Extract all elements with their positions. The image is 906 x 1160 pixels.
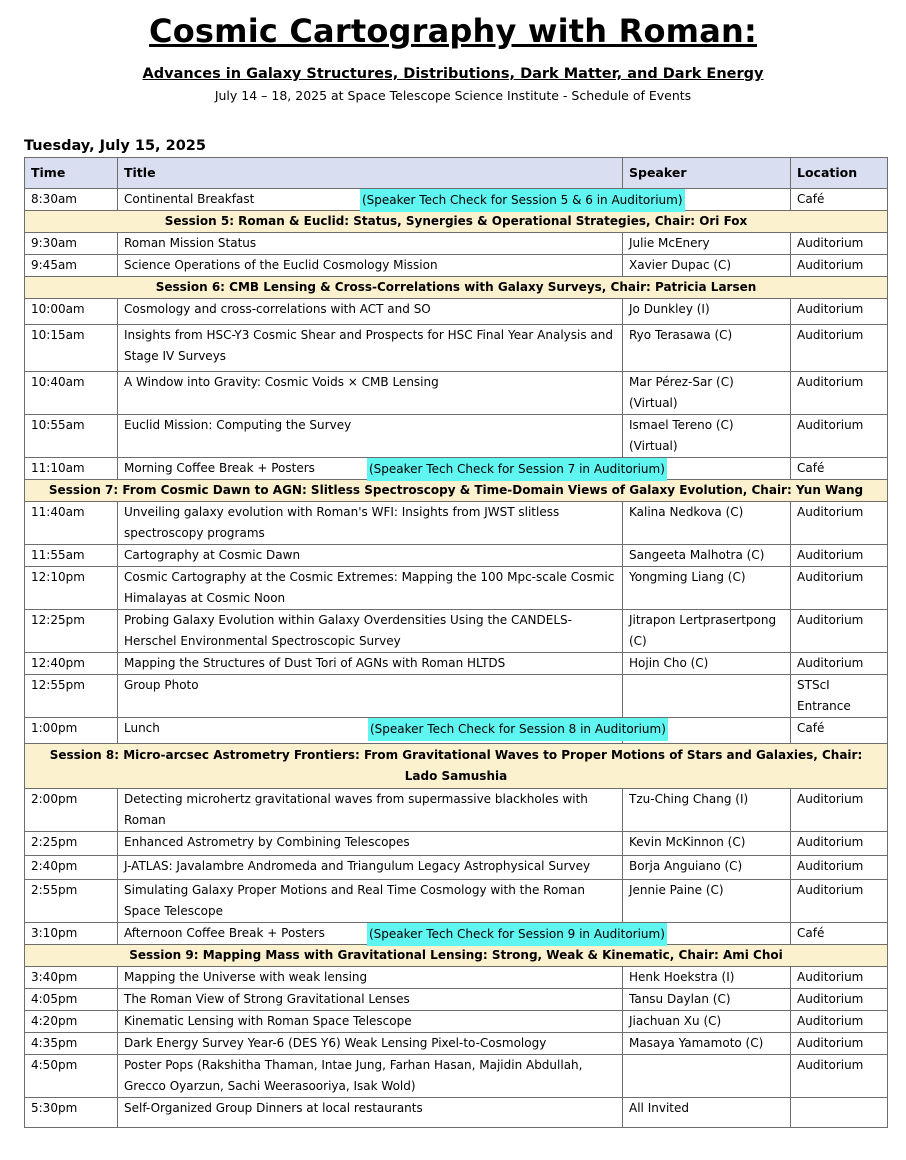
speaker-cell: Jiachuan Xu (C) [623, 1011, 791, 1033]
time-cell: 11:40am [25, 502, 118, 545]
table-row [25, 718, 888, 744]
event-dates: July 14 – 18, 2025 at Space Telescope Science Institute - Schedule of Events [214, 88, 692, 103]
speaker-cell: Jo Dunkley (I) [623, 299, 791, 325]
title-cell: Cosmic Cartography at the Cosmic Extremes: Mapping the 100 Mpc-scale Cosmic Himalayas at Cosmic Noon [118, 567, 623, 610]
title-cell: Science Operations of the Euclid Cosmology Mission [118, 255, 623, 277]
location-cell: Auditorium [791, 1011, 888, 1033]
table-row [25, 610, 888, 653]
location-cell: Auditorium [791, 299, 888, 325]
speaker-cell: Masaya Yamamoto (C) [623, 1033, 791, 1055]
document-subtitle: Advances in Galaxy Structures, Distributions, Dark Matter, and Dark Energy [142, 66, 764, 82]
table-row [25, 856, 888, 880]
tech-check-note: (Speaker Tech Check for Session 7 in Auditorium) [367, 458, 667, 481]
table-row [25, 653, 888, 675]
session-row [25, 945, 888, 967]
title-text: Morning Coffee Break + Posters [124, 461, 315, 475]
speaker-column-header: Speaker [623, 158, 791, 189]
session-row [25, 277, 888, 299]
speaker-cell: Ryo Terasawa (C) [623, 325, 791, 372]
speaker-cell: Yongming Liang (C) [623, 567, 791, 610]
table-row [25, 1033, 888, 1055]
title-cell [118, 718, 666, 744]
table-row [25, 255, 888, 277]
table-row [25, 789, 888, 832]
location-cell: Café [791, 189, 888, 211]
session-row [25, 480, 888, 502]
time-cell: 3:10pm [25, 923, 118, 945]
table-row [25, 189, 888, 211]
location-cell: Auditorium [791, 653, 888, 675]
title-cell: The Roman View of Strong Gravitational Lenses [118, 989, 623, 1011]
title-cell: Probing Galaxy Evolution within Galaxy Overdensities Using the CANDELS-Herschel Environmental Spectroscopic Survey [118, 610, 623, 653]
title-cell: Roman Mission Status [118, 233, 623, 255]
title-cell: Simulating Galaxy Proper Motions and Real Time Cosmology with the Roman Space Telescope [118, 880, 623, 923]
title-cell: Dark Energy Survey Year-6 (DES Y6) Weak Lensing Pixel-to-Cosmology [118, 1033, 623, 1055]
location-cell: Auditorium [791, 856, 888, 880]
tech-check-note: (Speaker Tech Check for Session 5 & 6 in Auditorium) [360, 189, 685, 212]
time-cell: 2:40pm [25, 856, 118, 880]
location-cell: Auditorium [791, 372, 888, 415]
speaker-cell: Hojin Cho (C) [623, 653, 791, 675]
speaker-cell: Jitrapon Lertprasertpong (C) [623, 610, 791, 653]
table-row [25, 372, 888, 415]
time-cell: 10:40am [25, 372, 118, 415]
tech-check-note: (Speaker Tech Check for Session 9 in Auditorium) [367, 923, 667, 946]
location-cell: Auditorium [791, 989, 888, 1011]
location-cell: STScI Entrance [791, 675, 888, 718]
time-cell: 12:55pm [25, 675, 118, 718]
title-cell [118, 923, 665, 945]
location-cell: Auditorium [791, 967, 888, 989]
time-cell: 4:20pm [25, 1011, 118, 1033]
title-cell: Mapping the Structures of Dust Tori of AGNs with Roman HLTDS [118, 653, 623, 675]
time-cell: 2:55pm [25, 880, 118, 923]
title-cell: Detecting microhertz gravitational waves from supermassive blackholes with Roman [118, 789, 623, 832]
speaker-cell: All Invited [623, 1098, 791, 1128]
speaker-cell: Kevin McKinnon (C) [623, 832, 791, 856]
title-text: Continental Breakfast [124, 192, 255, 206]
table-row [25, 545, 888, 567]
table-row [25, 1011, 888, 1033]
speaker-cell: Xavier Dupac (C) [623, 255, 791, 277]
table-row [25, 675, 888, 718]
speaker-cell: Julie McEnery [623, 233, 791, 255]
location-cell: Café [791, 923, 888, 945]
time-cell: 9:45am [25, 255, 118, 277]
table-row [25, 567, 888, 610]
title-cell: Cartography at Cosmic Dawn [118, 545, 623, 567]
session-heading: Session 6: CMB Lensing & Cross-Correlations with Galaxy Surveys, Chair: Patricia Larsen [25, 277, 888, 299]
speaker-cell [623, 675, 791, 718]
day-heading: Tuesday, July 15, 2025 [24, 138, 206, 154]
title-column-header: Title [118, 158, 623, 189]
session-heading: Session 8: Micro-arcsec Astrometry Frontiers: From Gravitational Waves to Proper Motions of Stars and Galaxies, Chair: Lado Samushia [25, 744, 888, 789]
table-row [25, 415, 888, 458]
title-cell: A Window into Gravity: Cosmic Voids × CMB Lensing [118, 372, 623, 415]
time-cell: 10:55am [25, 415, 118, 458]
speaker-cell: Kalina Nedkova (C) [623, 502, 791, 545]
location-cell: Auditorium [791, 880, 888, 923]
speaker-cell: Jennie Paine (C) [623, 880, 791, 923]
time-cell: 2:00pm [25, 789, 118, 832]
speaker-cell: Mar Pérez-Sar (C) (Virtual) [623, 372, 791, 415]
title-cell: Unveiling galaxy evolution with Roman's WFI: Insights from JWST slitless spectroscopy programs [118, 502, 623, 545]
table-row [25, 458, 888, 480]
title-cell: Self-Organized Group Dinners at local restaurants [118, 1098, 623, 1128]
time-cell: 9:30am [25, 233, 118, 255]
location-cell: Auditorium [791, 233, 888, 255]
title-cell: J-ATLAS: Javalambre Andromeda and Triangulum Legacy Astrophysical Survey [118, 856, 623, 880]
header-row [25, 158, 888, 189]
location-column-header: Location [791, 158, 888, 189]
table-row [25, 880, 888, 923]
title-cell: Kinematic Lensing with Roman Space Telescope [118, 1011, 623, 1033]
title-cell: Group Photo [118, 675, 623, 718]
time-cell: 12:10pm [25, 567, 118, 610]
location-cell: Auditorium [791, 502, 888, 545]
time-cell: 4:05pm [25, 989, 118, 1011]
location-cell: Auditorium [791, 1033, 888, 1055]
title-cell: Poster Pops (Rakshitha Thaman, Intae Jung, Farhan Hasan, Majidin Abdullah, Grecco Oyarzun, Sachi Weerasooriya, Isak Wold) [118, 1055, 623, 1098]
time-cell: 5:30pm [25, 1098, 118, 1128]
location-cell [791, 1098, 888, 1128]
time-cell: 11:10am [25, 458, 118, 480]
time-cell: 11:55am [25, 545, 118, 567]
location-cell: Auditorium [791, 832, 888, 856]
location-cell: Auditorium [791, 545, 888, 567]
location-cell: Auditorium [791, 415, 888, 458]
time-cell: 4:50pm [25, 1055, 118, 1098]
time-cell: 12:40pm [25, 653, 118, 675]
table-row [25, 233, 888, 255]
location-cell: Auditorium [791, 255, 888, 277]
table-row [25, 299, 888, 325]
title-cell: Euclid Mission: Computing the Survey [118, 415, 623, 458]
session-row [25, 211, 888, 233]
table-row [25, 989, 888, 1011]
time-column-header: Time [25, 158, 118, 189]
time-cell: 10:00am [25, 299, 118, 325]
speaker-cell: Ismael Tereno (C) (Virtual) [623, 415, 791, 458]
location-cell: Auditorium [791, 610, 888, 653]
table-row [25, 1098, 888, 1128]
title-text: Lunch [124, 721, 160, 735]
time-cell: 1:00pm [25, 718, 118, 744]
location-cell: Auditorium [791, 567, 888, 610]
speaker-cell: Sangeeta Malhotra (C) [623, 545, 791, 567]
speaker-cell: Tzu-Ching Chang (I) [623, 789, 791, 832]
time-cell: 4:35pm [25, 1033, 118, 1055]
table-row [25, 967, 888, 989]
speaker-cell: Henk Hoekstra (I) [623, 967, 791, 989]
title-cell [118, 458, 665, 480]
time-cell: 10:15am [25, 325, 118, 372]
table-row [25, 832, 888, 856]
speaker-cell: Borja Anguiano (C) [623, 856, 791, 880]
title-text: Afternoon Coffee Break + Posters [124, 926, 325, 940]
session-row [25, 744, 888, 789]
title-cell: Enhanced Astrometry by Combining Telescopes [118, 832, 623, 856]
speaker-cell [623, 1055, 791, 1098]
location-cell: Auditorium [791, 789, 888, 832]
table-row [25, 1055, 888, 1098]
location-cell: Auditorium [791, 325, 888, 372]
schedule-table [24, 157, 888, 1128]
speaker-cell: Tansu Daylan (C) [623, 989, 791, 1011]
table-row [25, 325, 888, 372]
time-cell: 2:25pm [25, 832, 118, 856]
location-cell: Café [791, 458, 888, 480]
title-cell: Insights from HSC-Y3 Cosmic Shear and Prospects for HSC Final Year Analysis and Stage IV Surveys [118, 325, 623, 372]
table-row [25, 923, 888, 945]
session-heading: Session 7: From Cosmic Dawn to AGN: Slitless Spectroscopy & Time-Domain Views of Galaxy Evolution, Chair: Yun Wang [25, 480, 888, 502]
time-cell: 3:40pm [25, 967, 118, 989]
session-heading: Session 5: Roman & Euclid: Status, Synergies & Operational Strategies, Chair: Ori Fox [25, 211, 888, 233]
tech-check-note: (Speaker Tech Check for Session 8 in Auditorium) [368, 718, 668, 741]
document-title: Cosmic Cartography with Roman: [149, 12, 757, 50]
table-row [25, 502, 888, 545]
title-cell: Mapping the Universe with weak lensing [118, 967, 623, 989]
time-cell: 8:30am [25, 189, 118, 211]
session-heading: Session 9: Mapping Mass with Gravitational Lensing: Strong, Weak & Kinematic, Chair: Ami Choi [25, 945, 888, 967]
title-cell: Cosmology and cross-correlations with ACT and SO [118, 299, 623, 325]
location-cell: Café [791, 718, 888, 744]
time-cell: 12:25pm [25, 610, 118, 653]
location-cell: Auditorium [791, 1055, 888, 1098]
title-cell [118, 189, 683, 211]
